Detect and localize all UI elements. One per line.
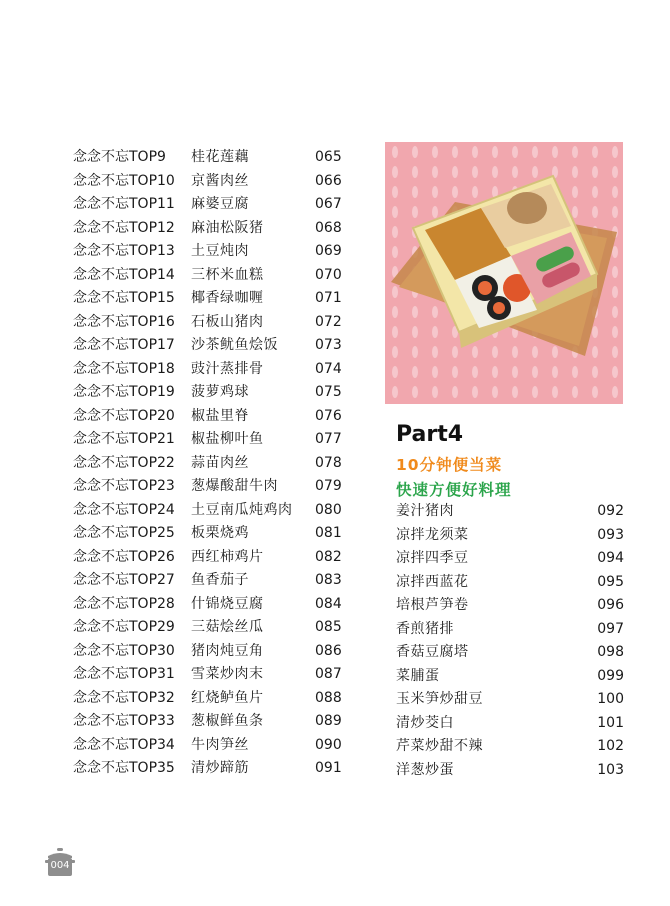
bento-illustration xyxy=(385,142,623,404)
toc-entry-label: 念念不忘TOP24 xyxy=(73,501,175,518)
toc-entry-page: 083 xyxy=(315,572,342,588)
toc-entry xyxy=(396,641,624,665)
toc-entry-page: 073 xyxy=(315,337,342,353)
toc-entry xyxy=(73,264,348,288)
toc-entry xyxy=(73,170,348,194)
toc-entry-page: 095 xyxy=(597,573,624,590)
toc-entry-page: 103 xyxy=(597,761,624,778)
toc-entry-dish: 椰香绿咖喱 xyxy=(191,290,264,306)
toc-entry-dish: 沙茶鱿鱼烩饭 xyxy=(191,337,278,353)
toc-entry-label: 念念不忘TOP14 xyxy=(73,266,175,283)
toc-entry xyxy=(396,571,624,595)
toc-entry-label: 念念不忘TOP22 xyxy=(73,454,175,471)
toc-entry-page: 071 xyxy=(315,290,342,306)
toc-entry-page: 074 xyxy=(315,360,342,377)
toc-entry xyxy=(73,546,348,570)
toc-entry-dish: 石板山猪肉 xyxy=(191,313,264,330)
toc-entry xyxy=(73,710,348,734)
toc-entry-page: 096 xyxy=(597,597,624,613)
toc-entry-page: 066 xyxy=(315,172,342,189)
part-title: Part4 xyxy=(396,422,464,447)
toc-entry-page: 067 xyxy=(315,196,342,212)
toc-entry-dish: 鱼香茄子 xyxy=(191,572,249,588)
toc-entry-dish: 芹菜炒甜不辣 xyxy=(396,738,483,754)
toc-entry-dish: 雪菜炒肉末 xyxy=(191,666,264,682)
toc-entry xyxy=(73,311,348,335)
toc-entry-dish: 洋葱炒蛋 xyxy=(396,761,454,778)
toc-entry-page: 075 xyxy=(315,384,342,400)
toc-entry xyxy=(73,358,348,382)
toc-entry xyxy=(73,334,348,358)
toc-entry-dish: 菠萝鸡球 xyxy=(191,384,249,400)
toc-entry-dish: 玉米笋炒甜豆 xyxy=(396,691,483,707)
toc-entry-page: 065 xyxy=(315,149,342,165)
toc-entry xyxy=(73,687,348,711)
toc-entry-dish: 椒盐里脊 xyxy=(191,407,249,424)
toc-entry xyxy=(73,452,348,476)
toc-entry xyxy=(73,193,348,217)
toc-entry-page: 088 xyxy=(315,689,342,706)
toc-entry-label: 念念不忘TOP30 xyxy=(73,642,175,659)
toc-entry-dish: 葱爆酸甜牛肉 xyxy=(191,478,278,494)
toc-entry-page: 090 xyxy=(315,736,342,753)
toc-entry xyxy=(396,594,624,618)
toc-entry-page: 084 xyxy=(315,595,342,612)
toc-entry-label: 念念不忘TOP28 xyxy=(73,595,175,612)
toc-entry xyxy=(73,240,348,264)
toc-entry-label: 念念不忘TOP25 xyxy=(73,525,175,541)
toc-entry-label: 念念不忘TOP10 xyxy=(73,172,175,189)
toc-entry-dish: 葱椒鲜鱼条 xyxy=(191,713,264,729)
toc-entry-page: 070 xyxy=(315,266,342,283)
toc-entry-dish: 姜汁猪肉 xyxy=(396,503,454,519)
toc-entry-dish: 土豆炖肉 xyxy=(191,243,249,259)
toc-entry-label: 念念不忘TOP12 xyxy=(73,219,175,236)
toc-entry xyxy=(73,734,348,758)
toc-entry-page: 080 xyxy=(315,501,342,518)
toc-entry xyxy=(73,217,348,241)
toc-entry-page: 094 xyxy=(597,550,624,566)
toc-entry-page: 077 xyxy=(315,431,342,447)
toc-entry xyxy=(73,640,348,664)
toc-entry-dish: 蒜苗肉丝 xyxy=(191,454,249,471)
toc-entry-label: 念念不忘TOP20 xyxy=(73,407,175,424)
toc-entry-dish: 香菇豆腐塔 xyxy=(396,644,469,660)
toc-entry-page: 076 xyxy=(315,407,342,424)
toc-entry-label: 念念不忘TOP11 xyxy=(73,196,175,212)
toc-entry xyxy=(396,500,624,524)
toc-entry-dish: 牛肉笋丝 xyxy=(191,736,249,753)
toc-entry-dish: 西红柿鸡片 xyxy=(191,548,264,565)
toc-entry xyxy=(396,688,624,712)
toc-entry-page: 086 xyxy=(315,642,342,659)
toc-entry-page: 091 xyxy=(315,760,342,776)
toc-entry-dish: 豉汁蒸排骨 xyxy=(191,360,264,377)
toc-entry xyxy=(73,593,348,617)
toc-entry-page: 097 xyxy=(597,620,624,637)
toc-entry-label: 念念不忘TOP31 xyxy=(73,666,175,682)
toc-right-list xyxy=(396,500,624,782)
toc-entry-page: 099 xyxy=(597,667,624,684)
toc-entry-dish: 桂花莲藕 xyxy=(191,149,249,165)
toc-entry-page: 068 xyxy=(315,219,342,236)
toc-entry-label: 念念不忘TOP23 xyxy=(73,478,175,494)
toc-entry-dish: 猪肉炖豆角 xyxy=(191,642,264,659)
toc-entry xyxy=(396,547,624,571)
toc-entry-page: 082 xyxy=(315,548,342,565)
bento-photo xyxy=(385,142,623,404)
toc-entry xyxy=(73,569,348,593)
toc-entry-dish: 凉拌西蓝花 xyxy=(396,573,469,590)
toc-entry-dish: 三杯米血糕 xyxy=(191,266,264,283)
toc-entry-dish: 麻婆豆腐 xyxy=(191,196,249,212)
toc-entry-label: 念念不忘TOP15 xyxy=(73,290,175,306)
toc-entry-page: 092 xyxy=(597,503,624,519)
toc-entry-page: 100 xyxy=(597,691,624,707)
toc-entry xyxy=(73,146,348,170)
toc-entry-page: 079 xyxy=(315,478,342,494)
toc-entry-label: 念念不忘TOP33 xyxy=(73,713,175,729)
toc-entry-dish: 什锦烧豆腐 xyxy=(191,595,264,612)
toc-entry-page: 101 xyxy=(597,714,624,731)
page-number: 004 xyxy=(50,860,70,871)
toc-entry xyxy=(73,522,348,546)
toc-entry-label: 念念不忘TOP13 xyxy=(73,243,175,259)
toc-entry-label: 念念不忘TOP17 xyxy=(73,337,175,353)
toc-entry xyxy=(396,618,624,642)
toc-entry-dish: 培根芦笋卷 xyxy=(396,597,469,613)
toc-entry xyxy=(396,665,624,689)
toc-entry-label: 念念不忘TOP21 xyxy=(73,431,175,447)
toc-entry-dish: 凉拌龙须菜 xyxy=(396,526,469,543)
toc-entry-dish: 土豆南瓜炖鸡肉 xyxy=(191,501,293,518)
toc-entry-dish: 麻油松阪猪 xyxy=(191,219,264,236)
toc-entry xyxy=(73,475,348,499)
toc-entry-page: 098 xyxy=(597,644,624,660)
toc-entry-dish: 凉拌四季豆 xyxy=(396,550,469,566)
toc-entry-page: 087 xyxy=(315,666,342,682)
toc-entry xyxy=(396,759,624,783)
toc-entry-label: 念念不忘TOP9 xyxy=(73,149,166,165)
toc-entry-label: 念念不忘TOP26 xyxy=(73,548,175,565)
toc-left-list xyxy=(73,146,348,781)
toc-entry-dish: 红烧鲈鱼片 xyxy=(191,689,264,706)
toc-entry-dish: 椒盐柳叶鱼 xyxy=(191,431,264,447)
toc-entry xyxy=(73,499,348,523)
page-number-badge xyxy=(44,846,76,878)
toc-entry-label: 念念不忘TOP18 xyxy=(73,360,175,377)
toc-entry-page: 102 xyxy=(597,738,624,754)
part-subtitle-1: 10分钟便当菜 xyxy=(396,456,503,474)
toc-entry xyxy=(396,735,624,759)
toc-entry-page: 089 xyxy=(315,713,342,729)
toc-entry-page: 069 xyxy=(315,243,342,259)
toc-entry-label: 念念不忘TOP27 xyxy=(73,572,175,588)
toc-entry-dish: 清炒茭白 xyxy=(396,714,454,731)
toc-entry-label: 念念不忘TOP32 xyxy=(73,689,175,706)
toc-entry-page: 093 xyxy=(597,526,624,543)
toc-entry-label: 念念不忘TOP19 xyxy=(73,384,175,400)
toc-entry-page: 072 xyxy=(315,313,342,330)
toc-entry-label: 念念不忘TOP35 xyxy=(73,760,175,776)
toc-entry-dish: 板栗烧鸡 xyxy=(191,525,249,541)
toc-entry xyxy=(396,712,624,736)
toc-entry xyxy=(73,428,348,452)
toc-entry xyxy=(73,663,348,687)
part-subtitle-2: 快速方便好料理 xyxy=(396,481,512,499)
toc-entry-dish: 京酱肉丝 xyxy=(191,172,249,189)
toc-entry-dish: 菜脯蛋 xyxy=(396,667,440,684)
toc-entry xyxy=(73,616,348,640)
toc-entry-page: 078 xyxy=(315,454,342,471)
toc-entry-dish: 三菇烩丝瓜 xyxy=(191,619,264,635)
toc-entry xyxy=(73,405,348,429)
toc-entry-dish: 香煎猪排 xyxy=(396,620,454,637)
toc-entry-label: 念念不忘TOP29 xyxy=(73,619,175,635)
toc-entry xyxy=(73,381,348,405)
toc-entry-label: 念念不忘TOP16 xyxy=(73,313,175,330)
toc-entry-page: 085 xyxy=(315,619,342,635)
toc-entry xyxy=(73,757,348,781)
toc-entry xyxy=(396,524,624,548)
toc-entry-page: 081 xyxy=(315,525,342,541)
toc-entry-dish: 清炒蹄筋 xyxy=(191,760,249,776)
toc-entry xyxy=(73,287,348,311)
toc-entry-label: 念念不忘TOP34 xyxy=(73,736,175,753)
